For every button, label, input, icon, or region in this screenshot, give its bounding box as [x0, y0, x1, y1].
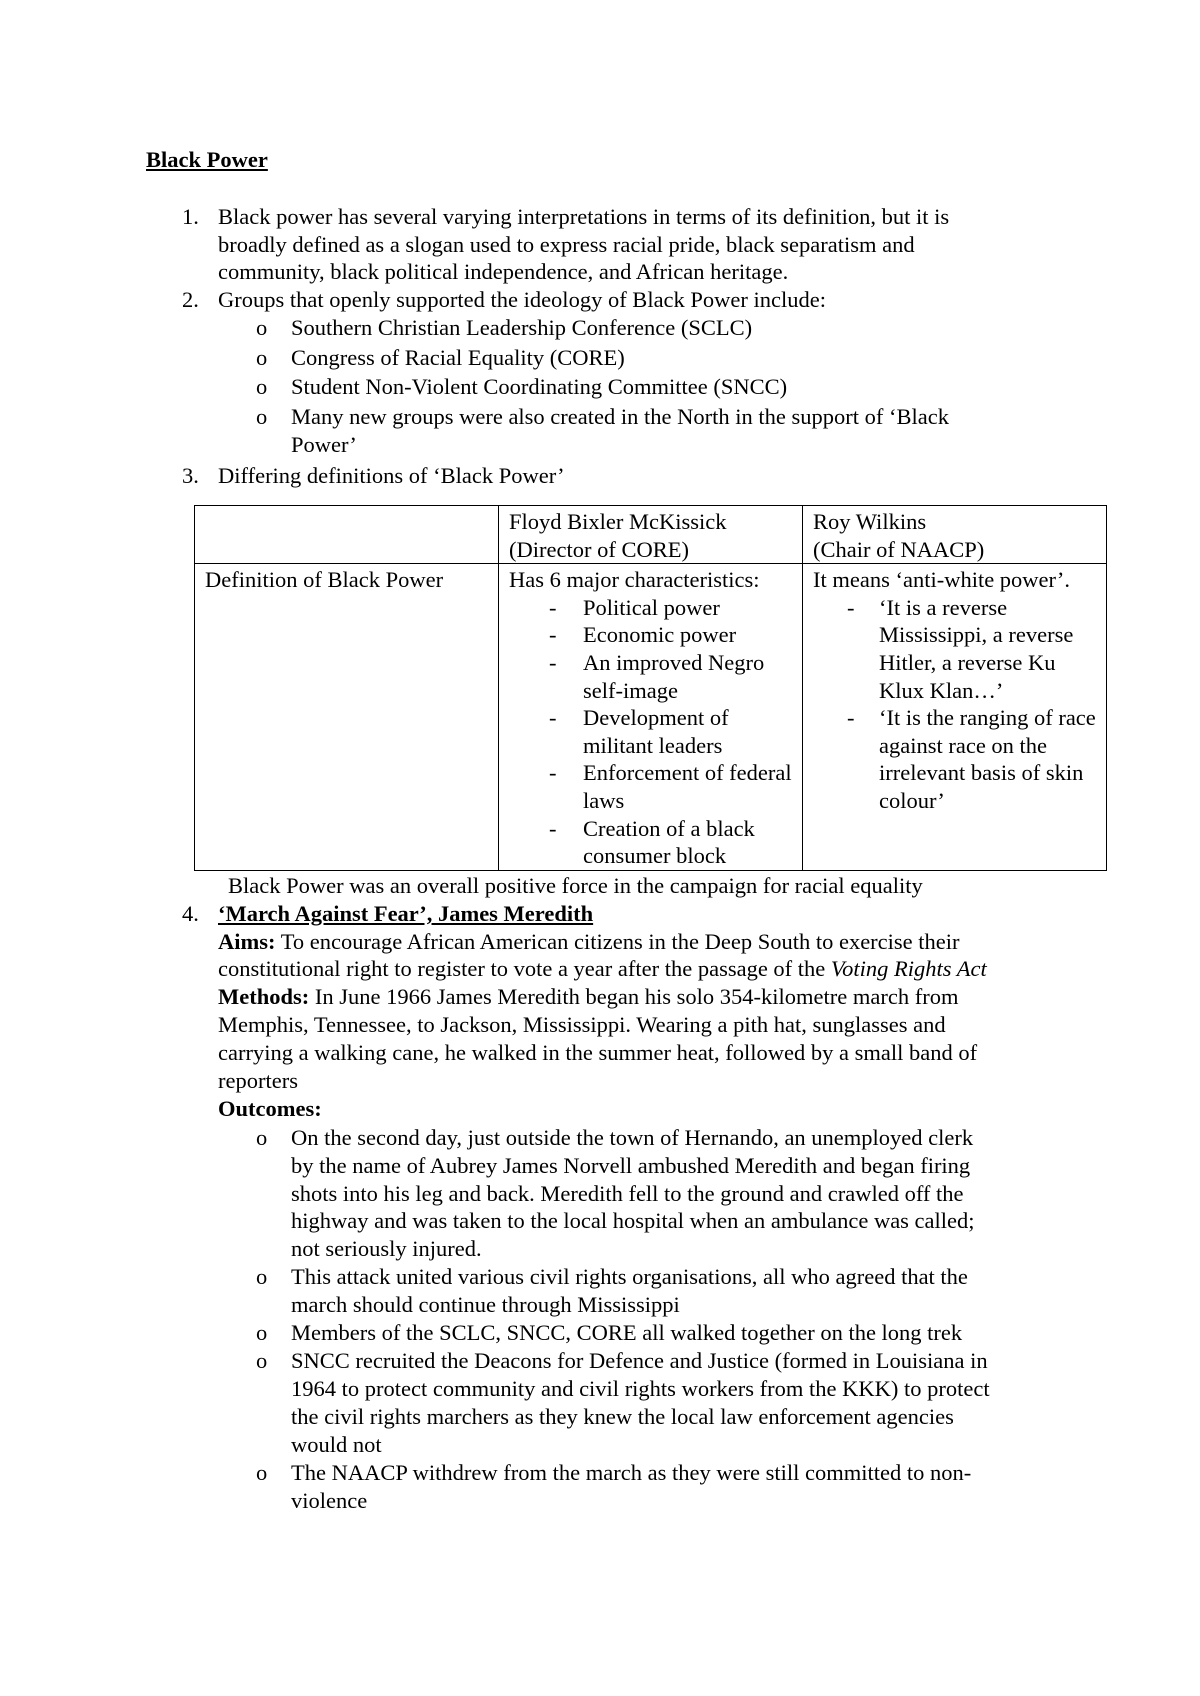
bullet-marker: o	[256, 1264, 268, 1289]
row-label: Definition of Black Power	[205, 567, 444, 593]
dash-marker: -	[847, 594, 855, 620]
list-number-1: 1.	[182, 204, 199, 229]
paragraph-2-line-1: Groups that openly supported the ideology of Black Power include:	[218, 287, 827, 312]
methods-line-4: reporters	[218, 1068, 298, 1093]
aims-text: constitutional right to register to vote a year after the passage of the	[218, 956, 831, 981]
table-header-row	[195, 506, 1107, 564]
header-name: Roy Wilkins	[813, 509, 927, 534]
list-item	[509, 594, 792, 622]
list-item-text: Development of militant leaders	[583, 705, 729, 758]
after-table-statement: Black Power was an overall positive force in the campaign for racial equality	[228, 873, 923, 898]
outcome-line: SNCC recruited the Deacons for Defence and Justice (formed in Louisiana in	[291, 1348, 988, 1373]
table-header-mckissick	[499, 506, 803, 564]
aims-text: To encourage African American citizens in the Deep South to exercise their	[275, 929, 960, 954]
header-role: (Chair of NAACP)	[813, 536, 985, 562]
outcomes-label: Outcomes:	[218, 1096, 322, 1121]
methods-line-3: carrying a walking cane, he walked in the summer heat, followed by a small band of	[218, 1040, 978, 1065]
table-row	[195, 564, 1107, 871]
bullet-marker: o	[256, 345, 268, 370]
list-item	[813, 704, 1096, 814]
paragraph-1-line-1: Black power has several varying interpretations in terms of its definition, but it is	[218, 204, 950, 229]
outcome-line: the civil rights marchers as they knew the local law enforcement agencies	[291, 1404, 954, 1429]
methods-line-2: Memphis, Tennessee, to Jackson, Mississippi. Wearing a pith hat, sunglasses and	[218, 1012, 946, 1037]
section-4-heading: ‘March Against Fear’, James Meredith	[218, 901, 594, 926]
list-item-text: Creation of a black consumer block	[583, 815, 755, 869]
list-item	[509, 759, 792, 814]
list-item	[509, 649, 792, 704]
dash-marker: -	[549, 622, 557, 648]
outcome-line: shots into his leg and back. Meredith fell to the ground and crawled off the	[291, 1181, 964, 1206]
bullet-marker: o	[256, 404, 268, 429]
mckissick-characteristics	[509, 594, 792, 870]
outcome-line: march should continue through Mississippi	[291, 1292, 680, 1317]
methods-label: Methods:	[218, 984, 310, 1009]
group-item: Southern Christian Leadership Conference (SCLC)	[291, 315, 753, 340]
list-item-text: An improved Negro self-image	[583, 650, 765, 703]
table-header-wilkins	[803, 506, 1107, 564]
mckissick-definition-cell	[499, 564, 803, 871]
header-name: Floyd Bixler McKissick	[509, 509, 727, 534]
group-item: Many new groups were also created in the North in the support of ‘Black	[291, 404, 949, 429]
row-label-cell	[195, 564, 499, 871]
paragraph-1-line-2: broadly defined as a slogan used to express racial pride, black separatism and	[218, 232, 915, 257]
dash-marker: -	[549, 815, 557, 841]
list-item	[813, 594, 1096, 704]
outcome-line: The NAACP withdrew from the march as they were still committed to non-	[291, 1460, 972, 1485]
group-item: Student Non-Violent Coordinating Committee (SNCC)	[291, 374, 788, 399]
list-item	[509, 704, 792, 759]
wilkins-quotes	[813, 594, 1096, 815]
list-item-text: Economic power	[583, 622, 737, 648]
list-number-2: 2.	[182, 287, 199, 312]
outcome-line: by the name of Aubrey James Norvell ambushed Meredith and began firing	[291, 1153, 971, 1178]
table-header-empty	[195, 506, 499, 564]
outcome-line: This attack united various civil rights organisations, all who agreed that the	[291, 1264, 968, 1289]
dash-marker: -	[549, 594, 557, 620]
group-item-continuation: Power’	[291, 432, 357, 457]
list-number-4: 4.	[182, 901, 199, 926]
list-item	[509, 621, 792, 649]
outcome-line: highway and was taken to the local hospital when an ambulance was called;	[291, 1208, 975, 1233]
aims-label: Aims:	[218, 929, 276, 954]
outcome-line: On the second day, just outside the town of Hernando, an unemployed clerk	[291, 1125, 974, 1150]
paragraph-1-line-3: community, black political independence, and African heritage.	[218, 259, 789, 284]
aims-line-1	[218, 928, 960, 956]
dash-marker: -	[549, 760, 557, 786]
outcome-line: Members of the SCLC, SNCC, CORE all walked together on the long trek	[291, 1320, 963, 1345]
dash-marker: -	[549, 705, 557, 731]
outcome-line: would not	[291, 1432, 382, 1457]
list-item-text: Political power	[583, 594, 720, 620]
outcome-line: 1964 to protect community and civil rights workers from the KKK) to protect	[291, 1376, 990, 1401]
bullet-marker: o	[256, 315, 268, 340]
definitions-table	[194, 505, 1107, 871]
bullet-marker: o	[256, 374, 268, 399]
bullet-marker: o	[256, 1125, 268, 1150]
methods-text: In June 1966 James Meredith began his solo 354-kilometre march from	[309, 984, 959, 1009]
outcome-line: not seriously injured.	[291, 1236, 482, 1261]
aims-italic-text: Voting Rights Act	[830, 956, 987, 981]
dash-marker: -	[847, 705, 855, 731]
page-title: Black Power	[146, 147, 268, 172]
header-role: (Director of CORE)	[509, 536, 689, 562]
bullet-marker: o	[256, 1348, 268, 1373]
methods-line-1	[218, 983, 958, 1011]
list-item-text: ‘It is the ranging of race against race on the irrelevant basis of skin colour’	[879, 705, 1096, 813]
mckissick-intro: Has 6 major characteristics:	[509, 567, 760, 593]
list-item	[509, 815, 792, 870]
bullet-marker: o	[256, 1460, 268, 1485]
list-item-text: ‘It is a reverse Mississippi, a reverse Hitler, a reverse Ku Klux Klan…’	[879, 594, 1074, 703]
bullet-marker: o	[256, 1320, 268, 1345]
dash-marker: -	[549, 650, 557, 675]
wilkins-definition-cell	[803, 564, 1107, 871]
wilkins-intro: It means ‘anti-white power’.	[813, 567, 1070, 593]
paragraph-3-line-1: Differing definitions of ‘Black Power’	[218, 463, 565, 488]
list-item-text: Enforcement of federal laws	[583, 760, 792, 813]
group-item: Congress of Racial Equality (CORE)	[291, 345, 625, 370]
aims-line-2	[218, 955, 987, 983]
outcome-line: violence	[291, 1488, 368, 1513]
list-number-3: 3.	[182, 463, 199, 488]
